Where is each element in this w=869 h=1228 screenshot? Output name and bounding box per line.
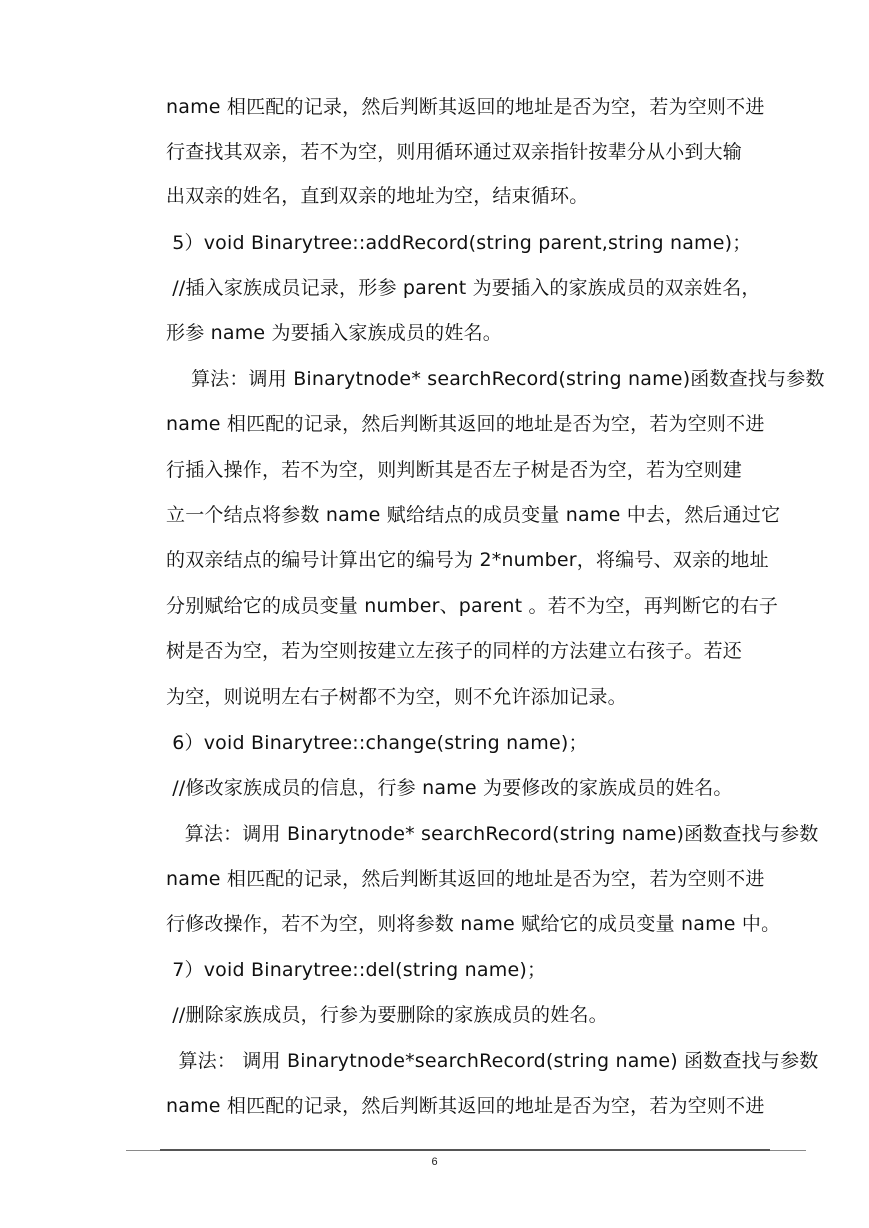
text-line: 5）void Binarytree::addRecord(string parent,string name)； [166, 232, 752, 254]
text-line: 算法： 调用 Binarytnode*searchRecord(string name) 函数查找与参数 [166, 1050, 819, 1072]
text-line: 出双亲的姓名，直到双亲的地址为空，结束循环。 [166, 185, 589, 207]
text-line: 的双亲结点的编号计算出它的编号为 2*number，将编号、双亲的地址 [166, 549, 769, 571]
text-line: name 相匹配的记录，然后判断其返回的地址是否为空，若为空则不进 [166, 96, 765, 118]
text-line: 行查找其双亲，若不为空，则用循环通过双亲指针按辈分从小到大输 [166, 141, 743, 163]
text-line: 行修改操作，若不为空，则将参数 name 赋给它的成员变量 name 中。 [166, 913, 781, 935]
text-line: name 相匹配的记录，然后判断其返回的地址是否为空，若为空则不进 [166, 868, 765, 890]
text-line: 7）void Binarytree::del(string name)； [166, 959, 547, 981]
text-line: //修改家族成员的信息，行参 name 为要修改的家族成员的姓名。 [166, 777, 733, 799]
text-line: 形参 name 为要插入家族成员的姓名。 [166, 322, 502, 344]
text-line: 树是否为空，若为空则按建立左孩子的同样的方法建立右孩子。若还 [166, 640, 743, 662]
text-line: 6）void Binarytree::change(string name)； [166, 732, 588, 754]
text-line: //删除家族成员，行参为要删除的家族成员的姓名。 [166, 1004, 608, 1026]
text-line: 算法：调用 Binarytnode* searchRecord(string name)函数查找与参数 [166, 368, 825, 390]
text-line: 行插入操作，若不为空，则判断其是否左子树是否为空，若为空则建 [166, 459, 743, 481]
text-line: 立一个结点将参数 name 赋给结点的成员变量 name 中去，然后通过它 [166, 504, 781, 526]
text-line: name 相匹配的记录，然后判断其返回的地址是否为空，若为空则不进 [166, 1095, 765, 1117]
text-line: 算法：调用 Binarytnode* searchRecord(string name)函数查找与参数 [166, 823, 819, 845]
text-line: 为空，则说明左右子树都不为空，则不允许添加记录。 [166, 686, 627, 708]
text-line: //插入家族成员记录，形参 parent 为要插入的家族成员的双亲姓名， [166, 277, 761, 299]
text-line: name 相匹配的记录，然后判断其返回的地址是否为空，若为空则不进 [166, 413, 765, 435]
page-number: 6 [431, 1156, 438, 1168]
footer-divider-accent [160, 1149, 770, 1151]
text-line: 分别赋给它的成员变量 number、parent 。若不为空，再判断它的右子 [166, 595, 779, 617]
